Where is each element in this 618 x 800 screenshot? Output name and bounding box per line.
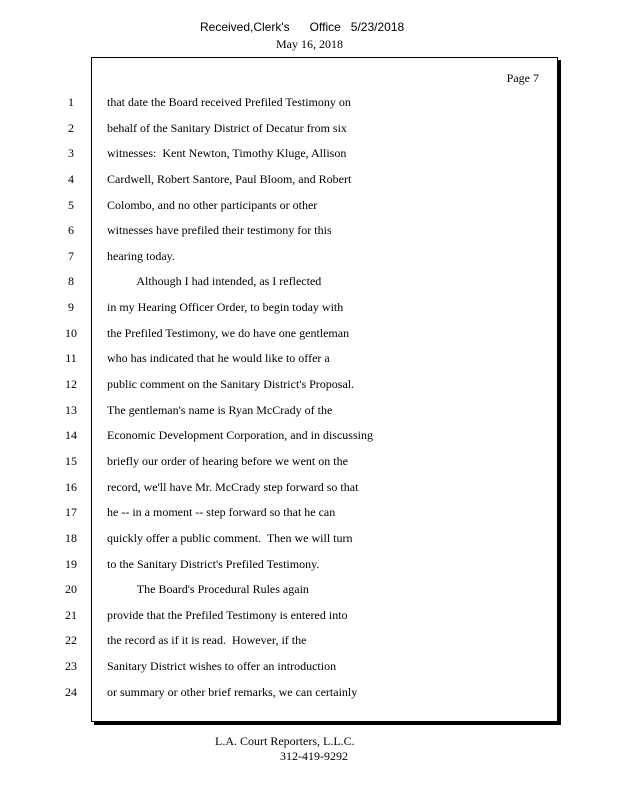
transcript-text-column <box>107 94 373 709</box>
line-number: 22 <box>65 633 77 648</box>
line-number: 20 <box>65 582 77 597</box>
transcript-line: Colombo, and no other participants or other <box>107 197 318 212</box>
transcript-line: that date the Board received Prefiled Testimony on <box>107 95 351 109</box>
reporter-company: L.A. Court Reporters, L.L.C. <box>215 734 355 748</box>
transcript-line: Cardwell, Robert Santore, Paul Bloom, and Robert <box>107 171 352 186</box>
transcript-line: in my Hearing Officer Order, to begin today with <box>107 300 344 315</box>
transcript-line: witnesses have prefiled their testimony for this <box>107 223 332 238</box>
transcript-line: Sanitary District wishes to offer an introduction <box>107 659 337 674</box>
transcript-line: The gentleman's name is Ryan McCrady of the <box>107 402 333 417</box>
transcript-line: behalf of the Sanitary District of Decatur from six <box>107 120 347 135</box>
line-number: 15 <box>65 453 77 468</box>
line-number: 13 <box>65 402 77 417</box>
line-number: 14 <box>65 428 77 443</box>
line-number: 2 <box>68 120 74 135</box>
transcript-line: the record as if it is read. However, if the <box>107 633 307 648</box>
transcript-line: The Board's Procedural Rules again <box>107 582 309 597</box>
page-number: Page 7 <box>506 71 539 85</box>
line-number: 3 <box>68 146 74 161</box>
transcript-line: public comment on the Sanitary District's Proposal. <box>107 377 355 392</box>
line-number: 17 <box>65 505 77 520</box>
line-number: 6 <box>68 223 74 238</box>
transcript-line: provide that the Prefiled Testimony is entered into <box>107 607 348 622</box>
line-number: 24 <box>65 684 77 699</box>
transcript-line: Although I had intended, as I reflected <box>107 274 322 289</box>
line-number: 21 <box>65 607 77 622</box>
transcript-line: he -- in a moment -- step forward so that he can <box>107 505 336 520</box>
line-number: 9 <box>68 300 74 315</box>
transcript-line: or summary or other brief remarks, we can certainly <box>107 684 358 699</box>
line-number: 12 <box>65 377 77 392</box>
line-number-column <box>60 94 82 709</box>
transcript-line: Economic Development Corporation, and in discussing <box>107 428 373 443</box>
transcript-line: hearing today. <box>107 248 175 263</box>
line-number: 8 <box>68 274 74 289</box>
transcript-line: quickly offer a public comment. Then we will turn <box>107 530 353 545</box>
received-stamp: Received,Clerk's Office 5/23/2018 <box>200 20 405 34</box>
line-number: 1 <box>68 95 74 109</box>
transcript-line: the Prefiled Testimony, we do have one gentleman <box>107 325 350 340</box>
line-number: 10 <box>65 325 77 340</box>
transcript-line: briefly our order of hearing before we went on the <box>107 453 348 468</box>
line-number: 23 <box>65 659 77 674</box>
hearing-date: May 16, 2018 <box>276 37 343 51</box>
line-number: 18 <box>65 530 77 545</box>
transcript-line: witnesses: Kent Newton, Timothy Kluge, Allison <box>107 146 347 161</box>
transcript-line: who has indicated that he would like to offer a <box>107 351 330 366</box>
line-number: 19 <box>65 556 77 571</box>
line-number: 16 <box>65 479 77 494</box>
line-number: 4 <box>68 171 74 186</box>
transcript-line: to the Sanitary District's Prefiled Testimony. <box>107 556 320 571</box>
line-number: 11 <box>65 351 77 366</box>
reporter-phone: 312-419-9292 <box>280 749 348 763</box>
line-number: 7 <box>68 248 74 263</box>
line-number: 5 <box>68 197 74 212</box>
transcript-line: record, we'll have Mr. McCrady step forward so that <box>107 479 359 494</box>
